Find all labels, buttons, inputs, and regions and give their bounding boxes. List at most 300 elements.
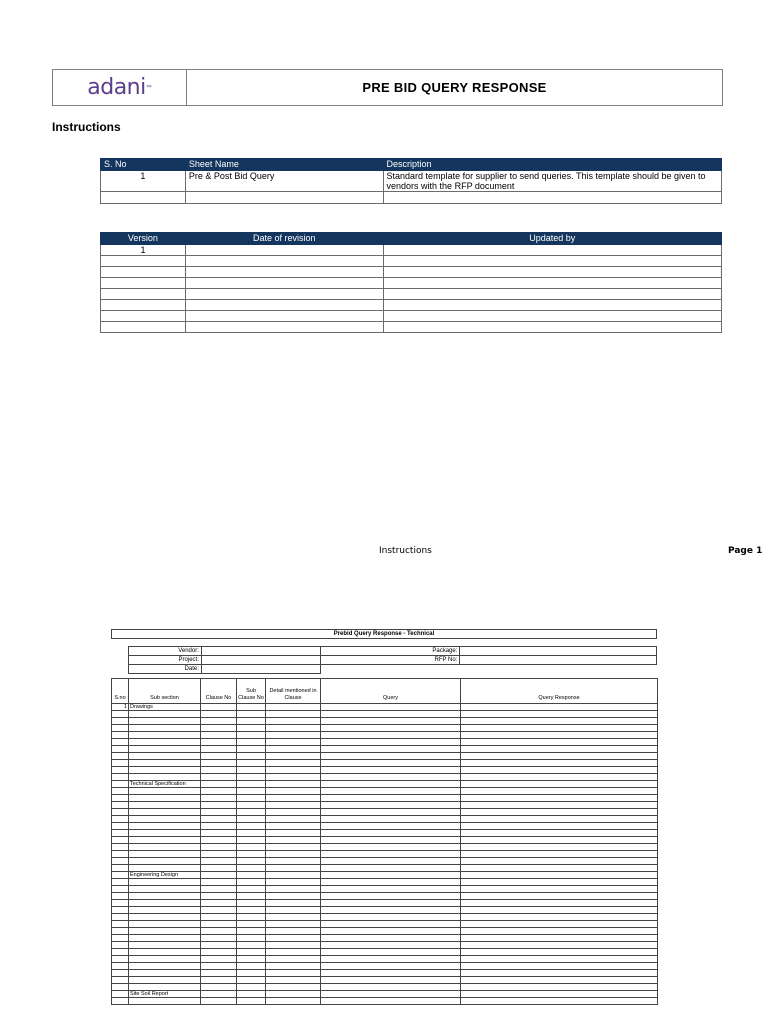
table-cell <box>321 921 461 928</box>
table-cell <box>112 725 129 732</box>
table-cell <box>237 963 266 970</box>
table-cell <box>461 914 658 921</box>
table-cell <box>112 942 129 949</box>
table-row <box>112 774 658 781</box>
table-cell <box>129 942 201 949</box>
table-cell <box>112 760 129 767</box>
table-cell <box>321 830 461 837</box>
table-cell <box>112 984 129 991</box>
table-row <box>112 921 658 928</box>
table-row <box>112 872 658 879</box>
table-cell <box>201 732 237 739</box>
table-cell <box>461 753 658 760</box>
table-cell <box>129 746 201 753</box>
table-cell <box>383 289 721 300</box>
table-cell <box>201 900 237 907</box>
table-row <box>112 858 658 865</box>
table-cell <box>266 760 321 767</box>
table-cell <box>201 949 237 956</box>
table-cell <box>461 970 658 977</box>
table-cell <box>201 788 237 795</box>
table-cell <box>461 928 658 935</box>
cell-description: Standard template for supplier to send queries. This template should be given to vendors with the RFP document <box>383 171 721 192</box>
table-cell <box>112 886 129 893</box>
column-header-updated-by: Updated by <box>383 233 721 245</box>
table-cell <box>461 872 658 879</box>
table-cell <box>201 935 237 942</box>
table-cell <box>185 289 383 300</box>
table-cell <box>237 956 266 963</box>
table-row <box>101 171 722 192</box>
package-value <box>460 647 657 656</box>
table-cell <box>266 823 321 830</box>
table-cell <box>237 844 266 851</box>
instructions-heading: Instructions <box>52 120 121 134</box>
table-cell <box>112 921 129 928</box>
table-cell <box>237 977 266 984</box>
table-cell <box>266 886 321 893</box>
table-cell <box>201 998 237 1005</box>
table-cell <box>321 725 461 732</box>
table-cell <box>201 760 237 767</box>
table-cell <box>101 192 186 204</box>
table-cell <box>129 851 201 858</box>
table-cell <box>321 949 461 956</box>
table-cell <box>129 767 201 774</box>
table-cell <box>266 788 321 795</box>
table-cell <box>112 949 129 956</box>
table-cell <box>321 711 461 718</box>
table-row <box>112 907 658 914</box>
section-label: Technical Specification <box>129 781 201 788</box>
table-row <box>112 816 658 823</box>
version-table <box>100 232 722 333</box>
table-cell <box>129 956 201 963</box>
column-header-sub-section: Sub section <box>129 679 201 704</box>
table-cell <box>237 998 266 1005</box>
column-header-sno: S.no <box>112 679 129 704</box>
table-cell <box>237 809 266 816</box>
table-cell <box>321 970 461 977</box>
table-cell <box>321 718 461 725</box>
table-cell <box>112 998 129 1005</box>
table-cell <box>461 760 658 767</box>
column-header-clause-no: Clause No <box>201 679 237 704</box>
table-cell <box>112 837 129 844</box>
table-cell <box>237 879 266 886</box>
table-cell <box>237 746 266 753</box>
table-cell <box>201 893 237 900</box>
table-cell <box>461 781 658 788</box>
table-cell <box>101 267 186 278</box>
table-cell <box>129 865 201 872</box>
column-header-description: Description <box>383 159 721 171</box>
table-row <box>112 767 658 774</box>
table-cell <box>321 956 461 963</box>
table-cell <box>112 914 129 921</box>
table-row <box>112 704 658 711</box>
table-cell <box>321 879 461 886</box>
table-cell <box>201 991 237 998</box>
column-header-date-of-revision: Date of revision <box>185 233 383 245</box>
sheet-table-header <box>101 159 722 171</box>
table-cell <box>266 704 321 711</box>
table-cell <box>237 970 266 977</box>
table-cell <box>185 256 383 267</box>
table-cell <box>321 935 461 942</box>
table-cell <box>321 732 461 739</box>
table-cell <box>266 970 321 977</box>
table-cell <box>112 739 129 746</box>
table-cell <box>201 837 237 844</box>
table-cell <box>201 746 237 753</box>
table-cell <box>112 851 129 858</box>
table-row <box>112 802 658 809</box>
table-cell <box>461 921 658 928</box>
table-cell <box>129 977 201 984</box>
table-row <box>112 851 658 858</box>
table-cell <box>461 774 658 781</box>
table-cell <box>129 802 201 809</box>
table-cell <box>101 322 186 333</box>
table-row <box>112 998 658 1005</box>
trademark-symbol: ™ <box>145 84 152 91</box>
project-value <box>201 656 320 665</box>
table-cell <box>237 830 266 837</box>
table-cell <box>201 767 237 774</box>
table-cell <box>201 914 237 921</box>
table-cell <box>129 893 201 900</box>
table-cell <box>266 984 321 991</box>
table-cell <box>461 851 658 858</box>
vendor-value <box>201 647 320 656</box>
table-cell <box>461 746 658 753</box>
table-cell <box>112 746 129 753</box>
sheet-table <box>100 158 722 204</box>
table-cell <box>321 844 461 851</box>
table-row <box>112 928 658 935</box>
company-logo <box>53 70 187 105</box>
table-cell <box>237 711 266 718</box>
table-row <box>101 256 722 267</box>
table-cell <box>129 830 201 837</box>
table-cell <box>461 718 658 725</box>
table-cell <box>461 935 658 942</box>
table-cell <box>461 963 658 970</box>
table-cell <box>112 795 129 802</box>
table-cell <box>321 823 461 830</box>
table-cell <box>201 928 237 935</box>
table-cell <box>237 788 266 795</box>
table-cell <box>321 781 461 788</box>
table-cell <box>112 865 129 872</box>
table-cell <box>101 300 186 311</box>
table-cell <box>321 837 461 844</box>
table-cell <box>112 963 129 970</box>
table-cell <box>112 830 129 837</box>
table-cell <box>461 977 658 984</box>
table-cell <box>321 900 461 907</box>
table-cell <box>129 788 201 795</box>
table-cell <box>201 984 237 991</box>
table-cell <box>321 886 461 893</box>
table-cell <box>201 739 237 746</box>
cell-date <box>185 245 383 256</box>
table-row <box>112 746 658 753</box>
table-cell <box>461 893 658 900</box>
table-cell <box>201 879 237 886</box>
table-cell <box>201 830 237 837</box>
rfp-label: RFP No: <box>320 656 460 665</box>
table-cell <box>461 732 658 739</box>
table-cell <box>201 942 237 949</box>
table-cell <box>185 278 383 289</box>
table-cell <box>112 928 129 935</box>
table-cell <box>266 949 321 956</box>
table-cell <box>112 753 129 760</box>
table-row <box>112 935 658 942</box>
table-cell <box>321 893 461 900</box>
table-cell <box>383 278 721 289</box>
meta-row <box>129 665 657 674</box>
table-cell <box>321 816 461 823</box>
table-cell <box>237 739 266 746</box>
table-cell <box>266 830 321 837</box>
table-cell <box>112 991 129 998</box>
table-cell <box>237 914 266 921</box>
table-cell <box>266 963 321 970</box>
table-cell <box>266 991 321 998</box>
table-cell <box>266 816 321 823</box>
table-cell <box>201 851 237 858</box>
table-row <box>112 991 658 998</box>
table-row <box>112 914 658 921</box>
table-cell <box>266 879 321 886</box>
meta-row <box>129 656 657 665</box>
table-cell <box>461 984 658 991</box>
table-cell <box>383 322 721 333</box>
table-cell <box>461 704 658 711</box>
cell-updated-by <box>383 245 721 256</box>
table-cell <box>237 893 266 900</box>
table-cell <box>266 900 321 907</box>
table-row <box>112 977 658 984</box>
table-cell <box>266 956 321 963</box>
table-cell <box>461 865 658 872</box>
table-row <box>112 830 658 837</box>
table-cell <box>237 774 266 781</box>
column-header-detail: Detail mentioned in Clause <box>266 679 321 704</box>
table-row <box>101 289 722 300</box>
table-row <box>101 300 722 311</box>
table-cell <box>237 823 266 830</box>
table-cell <box>112 956 129 963</box>
table-cell <box>237 935 266 942</box>
table-cell <box>129 935 201 942</box>
table-cell <box>112 802 129 809</box>
table-cell <box>237 928 266 935</box>
table-cell <box>266 872 321 879</box>
table-cell <box>321 746 461 753</box>
table-cell <box>112 732 129 739</box>
table-cell <box>185 267 383 278</box>
table-cell <box>201 907 237 914</box>
table-cell <box>237 802 266 809</box>
table-cell <box>321 788 461 795</box>
table-row <box>101 267 722 278</box>
table-cell <box>129 921 201 928</box>
table-cell <box>266 781 321 788</box>
table-cell <box>201 963 237 970</box>
table-cell <box>266 718 321 725</box>
table-cell <box>266 753 321 760</box>
table-cell <box>112 900 129 907</box>
table-row <box>112 823 658 830</box>
table-cell <box>129 711 201 718</box>
table-cell <box>112 816 129 823</box>
table-row <box>112 760 658 767</box>
table-cell <box>201 865 237 872</box>
table-cell <box>129 984 201 991</box>
table-cell <box>237 725 266 732</box>
table-cell <box>129 725 201 732</box>
footer-page-number: Page 1 <box>728 546 763 556</box>
technical-sheet-title: Prebid Query Response - Technical <box>111 629 657 639</box>
table-row <box>112 886 658 893</box>
table-cell <box>129 914 201 921</box>
table-cell <box>112 788 129 795</box>
table-cell <box>266 893 321 900</box>
table-cell <box>461 711 658 718</box>
table-cell <box>112 781 129 788</box>
table-row <box>112 963 658 970</box>
table-row <box>112 809 658 816</box>
table-cell <box>266 802 321 809</box>
table-cell <box>201 858 237 865</box>
table-row <box>101 311 722 322</box>
table-cell <box>112 844 129 851</box>
table-cell <box>201 956 237 963</box>
table-cell <box>129 732 201 739</box>
table-cell <box>383 256 721 267</box>
table-row <box>112 837 658 844</box>
table-cell <box>321 774 461 781</box>
table-cell <box>461 725 658 732</box>
table-cell <box>201 844 237 851</box>
table-cell <box>101 278 186 289</box>
meta-row <box>129 647 657 656</box>
table-cell <box>201 753 237 760</box>
table-cell <box>129 907 201 914</box>
table-cell <box>321 928 461 935</box>
vendor-label: Vendor: <box>129 647 202 656</box>
table-cell <box>129 879 201 886</box>
table-cell <box>237 767 266 774</box>
table-row <box>112 956 658 963</box>
table-cell <box>101 311 186 322</box>
table-cell <box>266 711 321 718</box>
table-cell <box>237 900 266 907</box>
table-cell <box>185 192 383 204</box>
table-cell <box>383 300 721 311</box>
table-cell <box>321 753 461 760</box>
table-cell <box>201 802 237 809</box>
table-cell <box>201 774 237 781</box>
table-cell <box>461 949 658 956</box>
table-cell <box>201 809 237 816</box>
table-cell <box>201 711 237 718</box>
table-cell <box>129 998 201 1005</box>
table-cell <box>321 914 461 921</box>
table-cell <box>461 991 658 998</box>
table-row <box>112 865 658 872</box>
table-cell <box>101 289 186 300</box>
version-table-header <box>101 233 722 245</box>
table-cell <box>461 942 658 949</box>
table-cell <box>237 816 266 823</box>
table-cell <box>201 704 237 711</box>
table-cell <box>112 893 129 900</box>
table-cell <box>321 977 461 984</box>
table-cell <box>461 816 658 823</box>
table-cell <box>237 781 266 788</box>
table-cell <box>129 816 201 823</box>
table-cell <box>201 725 237 732</box>
table-row <box>112 711 658 718</box>
table-cell <box>112 858 129 865</box>
table-cell <box>129 760 201 767</box>
table-cell <box>129 844 201 851</box>
table-cell <box>185 300 383 311</box>
table-cell <box>383 267 721 278</box>
table-cell <box>112 823 129 830</box>
package-label: Package: <box>320 647 460 656</box>
table-cell <box>461 739 658 746</box>
table-cell <box>112 907 129 914</box>
table-row <box>112 795 658 802</box>
table-cell <box>237 984 266 991</box>
table-cell <box>237 837 266 844</box>
table-cell <box>237 991 266 998</box>
column-header-sub-clause-no: Sub Clause No <box>237 679 266 704</box>
table-cell <box>129 837 201 844</box>
table-cell <box>461 802 658 809</box>
logo-text: adani <box>87 75 146 100</box>
technical-query-table <box>111 678 658 1005</box>
section-label: Engineering Design <box>129 872 201 879</box>
table-row <box>112 781 658 788</box>
date-value <box>201 665 320 674</box>
table-row <box>101 245 722 256</box>
table-cell <box>129 823 201 830</box>
table-cell <box>321 865 461 872</box>
table-cell <box>321 907 461 914</box>
table-cell <box>129 970 201 977</box>
table-cell <box>266 921 321 928</box>
table-cell <box>129 774 201 781</box>
table-cell <box>237 732 266 739</box>
table-cell <box>321 942 461 949</box>
table-cell <box>237 753 266 760</box>
table-cell <box>321 991 461 998</box>
table-cell <box>112 774 129 781</box>
table-cell <box>237 872 266 879</box>
table-cell <box>201 781 237 788</box>
table-cell <box>461 844 658 851</box>
table-row <box>112 949 658 956</box>
table-cell <box>201 795 237 802</box>
cell-sno: 1 <box>112 704 129 711</box>
